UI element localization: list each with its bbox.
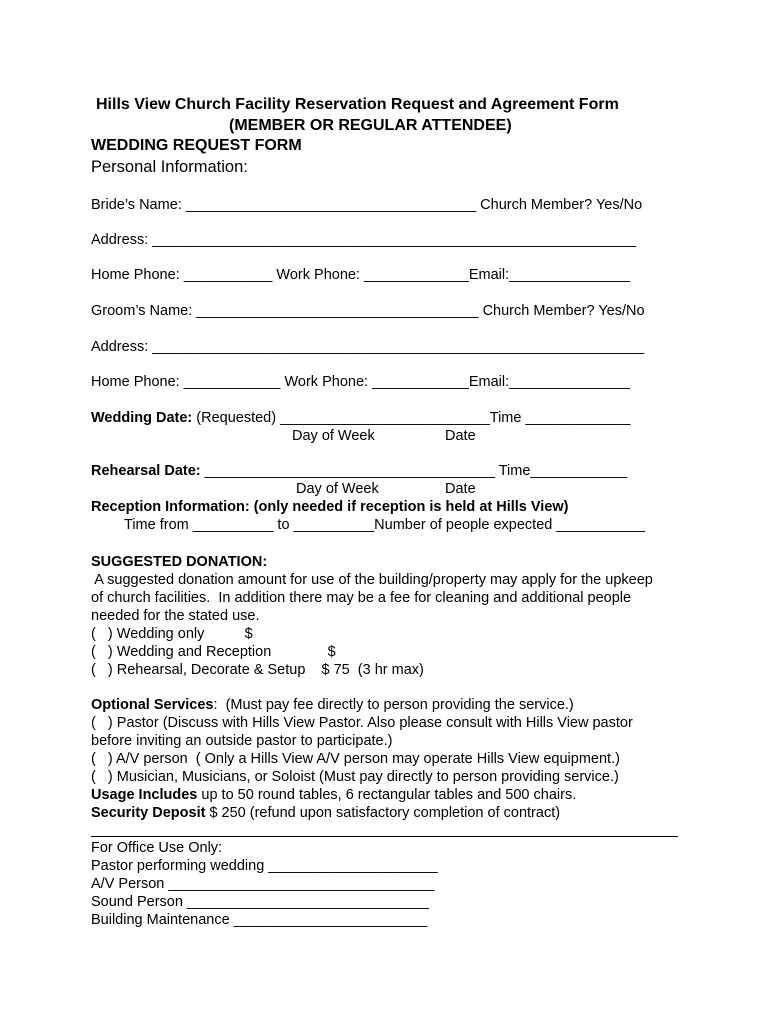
option-pastor-note: before inviting an outside pastor to participate.) bbox=[91, 733, 393, 749]
rehearsal-date-field[interactable]: ____________________________________ Time____________ bbox=[200, 463, 628, 479]
wedding-date-caption: Date bbox=[445, 428, 476, 444]
section-personal-info: Personal Information: bbox=[91, 158, 248, 176]
bride-phone-line[interactable]: Home Phone: ___________ Work Phone: _____________Email:_______________ bbox=[91, 267, 631, 283]
office-divider bbox=[91, 836, 678, 837]
form-subtitle: (MEMBER OR REGULAR ATTENDEE) bbox=[229, 117, 512, 134]
bride-name-line[interactable]: Bride’s Name: ____________________________________ Church Member? Yes/No bbox=[91, 197, 643, 213]
groom-address-line[interactable]: Address: _____________________________________________________________ bbox=[91, 339, 645, 355]
form-name: WEDDING REQUEST FORM bbox=[91, 137, 302, 154]
option-av-person[interactable]: ( ) A/V person ( Only a Hills View A/V person may operate Hills View equipment.) bbox=[91, 751, 620, 767]
donation-text-1: A suggested donation amount for use of the building/property may apply for the upkeep bbox=[91, 572, 653, 588]
wedding-date-field[interactable]: (Requested) __________________________Time _____________ bbox=[192, 410, 631, 426]
office-use-heading: For Office Use Only: bbox=[91, 840, 223, 856]
rehearsal-day-of-week-caption: Day of Week bbox=[296, 481, 379, 497]
office-pastor-line[interactable]: Pastor performing wedding _____________________ bbox=[91, 858, 438, 874]
wedding-date-label: Wedding Date: bbox=[91, 410, 193, 426]
reception-info-heading: Reception Information: (only needed if reception is held at Hills View) bbox=[91, 499, 569, 515]
option-wedding-only[interactable]: ( ) Wedding only $ bbox=[91, 626, 253, 642]
groom-phone-line[interactable]: Home Phone: ____________ Work Phone: ____________Email:_______________ bbox=[91, 374, 631, 390]
option-rehearsal-setup[interactable]: ( ) Rehearsal, Decorate & Setup $ 75 (3 hr max) bbox=[91, 662, 424, 678]
wedding-date-row[interactable] bbox=[91, 409, 630, 427]
reception-time-line[interactable]: Time from __________ to __________Number of people expected ___________ bbox=[124, 517, 646, 533]
rehearsal-date-caption: Date bbox=[445, 481, 476, 497]
optional-services-label: Optional Services bbox=[91, 697, 214, 713]
bride-address-line[interactable]: Address: ____________________________________________________________ bbox=[91, 232, 637, 248]
wedding-day-of-week-caption: Day of Week bbox=[292, 428, 375, 444]
office-sound-line[interactable]: Sound Person ______________________________ bbox=[91, 894, 429, 910]
option-pastor[interactable]: ( ) Pastor (Discuss with Hills View Pastor. Also please consult with Hills View pastor bbox=[91, 715, 633, 731]
security-deposit: Security Deposit $ 250 (refund upon satisfactory completion of contract) bbox=[91, 805, 561, 821]
donation-text-3: needed for the stated use. bbox=[91, 608, 260, 624]
groom-name-line[interactable]: Groom’s Name: ___________________________________ Church Member? Yes/No bbox=[91, 303, 645, 319]
donation-text-2: of church facilities. In addition there may be a fee for cleaning and additional people bbox=[91, 590, 632, 606]
option-musician[interactable]: ( ) Musician, Musicians, or Soloist (Must pay directly to person providing service.) bbox=[91, 769, 619, 785]
office-av-line[interactable]: A/V Person _________________________________ bbox=[91, 876, 435, 892]
form-title: Hills View Church Facility Reservation Request and Agreement Form bbox=[96, 96, 619, 113]
rehearsal-date-label: Rehearsal Date: bbox=[91, 463, 201, 479]
usage-includes: Usage Includes up to 50 round tables, 6 rectangular tables and 500 chairs. bbox=[91, 787, 577, 803]
option-wedding-reception[interactable]: ( ) Wedding and Reception $ bbox=[91, 644, 336, 660]
rehearsal-date-row[interactable] bbox=[91, 462, 627, 480]
optional-services-heading: Optional Services: (Must pay fee directly to person providing the service.) bbox=[91, 697, 574, 713]
office-maintenance-line[interactable]: Building Maintenance ________________________ bbox=[91, 912, 428, 928]
donation-heading: SUGGESTED DONATION: bbox=[91, 554, 268, 570]
